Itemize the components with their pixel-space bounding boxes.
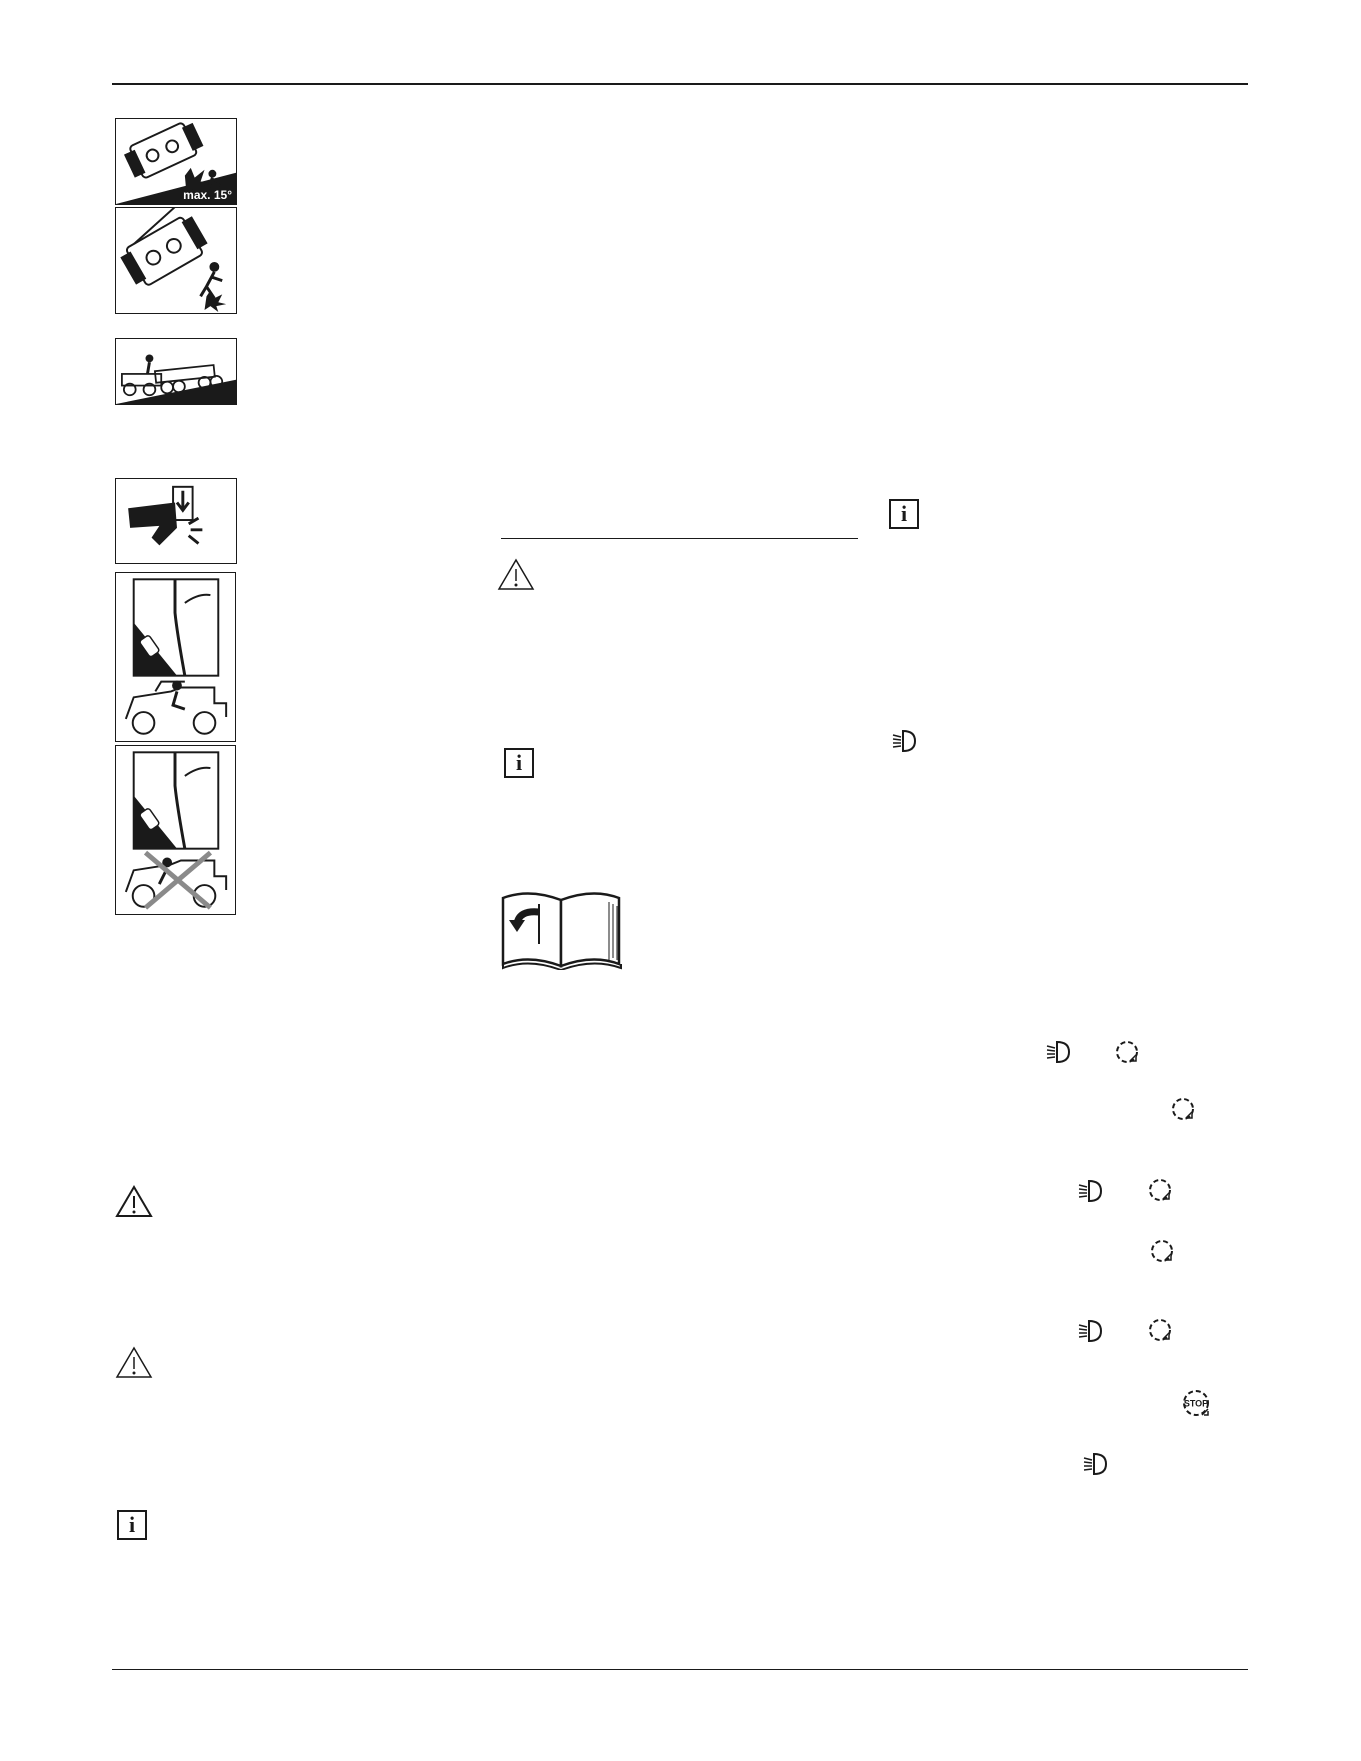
headlight-icon	[1077, 1318, 1103, 1344]
seat-belt-fastened-pictogram	[115, 572, 236, 742]
headlight-icon	[1045, 1039, 1071, 1065]
warning-triangle-icon	[497, 558, 535, 591]
rollover-ejection-pictogram	[115, 207, 237, 314]
warning-triangle-icon	[115, 1185, 153, 1218]
info-icon: i	[117, 1510, 147, 1540]
towing-slope-pictogram	[115, 338, 237, 405]
hand-crush-pictogram	[115, 478, 237, 564]
stop-symbol-icon	[1180, 1389, 1214, 1419]
brake-dashed-circle-icon	[1114, 1039, 1142, 1067]
headlight-icon	[1082, 1451, 1108, 1477]
brake-dashed-circle-icon	[1147, 1317, 1175, 1345]
header-rule	[112, 83, 1248, 85]
open-manual-book-icon	[499, 888, 625, 970]
footer-rule	[112, 1669, 1248, 1670]
tipover-slope-pictogram	[115, 118, 237, 205]
brake-dashed-circle-icon	[1147, 1177, 1175, 1205]
slope-limit-label: max. 15°	[183, 188, 232, 202]
info-icon: i	[889, 499, 919, 529]
brake-dashed-circle-icon	[1149, 1238, 1177, 1266]
stop-symbol-text: STOP	[1183, 1398, 1209, 1409]
section-divider-rule	[501, 538, 858, 539]
seat-belt-unfastened-prohibited-pictogram	[115, 745, 236, 915]
warning-triangle-icon	[115, 1346, 153, 1379]
info-icon: i	[504, 748, 534, 778]
brake-dashed-circle-icon	[1170, 1096, 1198, 1124]
headlight-icon	[1077, 1178, 1103, 1204]
headlight-icon	[891, 728, 917, 754]
